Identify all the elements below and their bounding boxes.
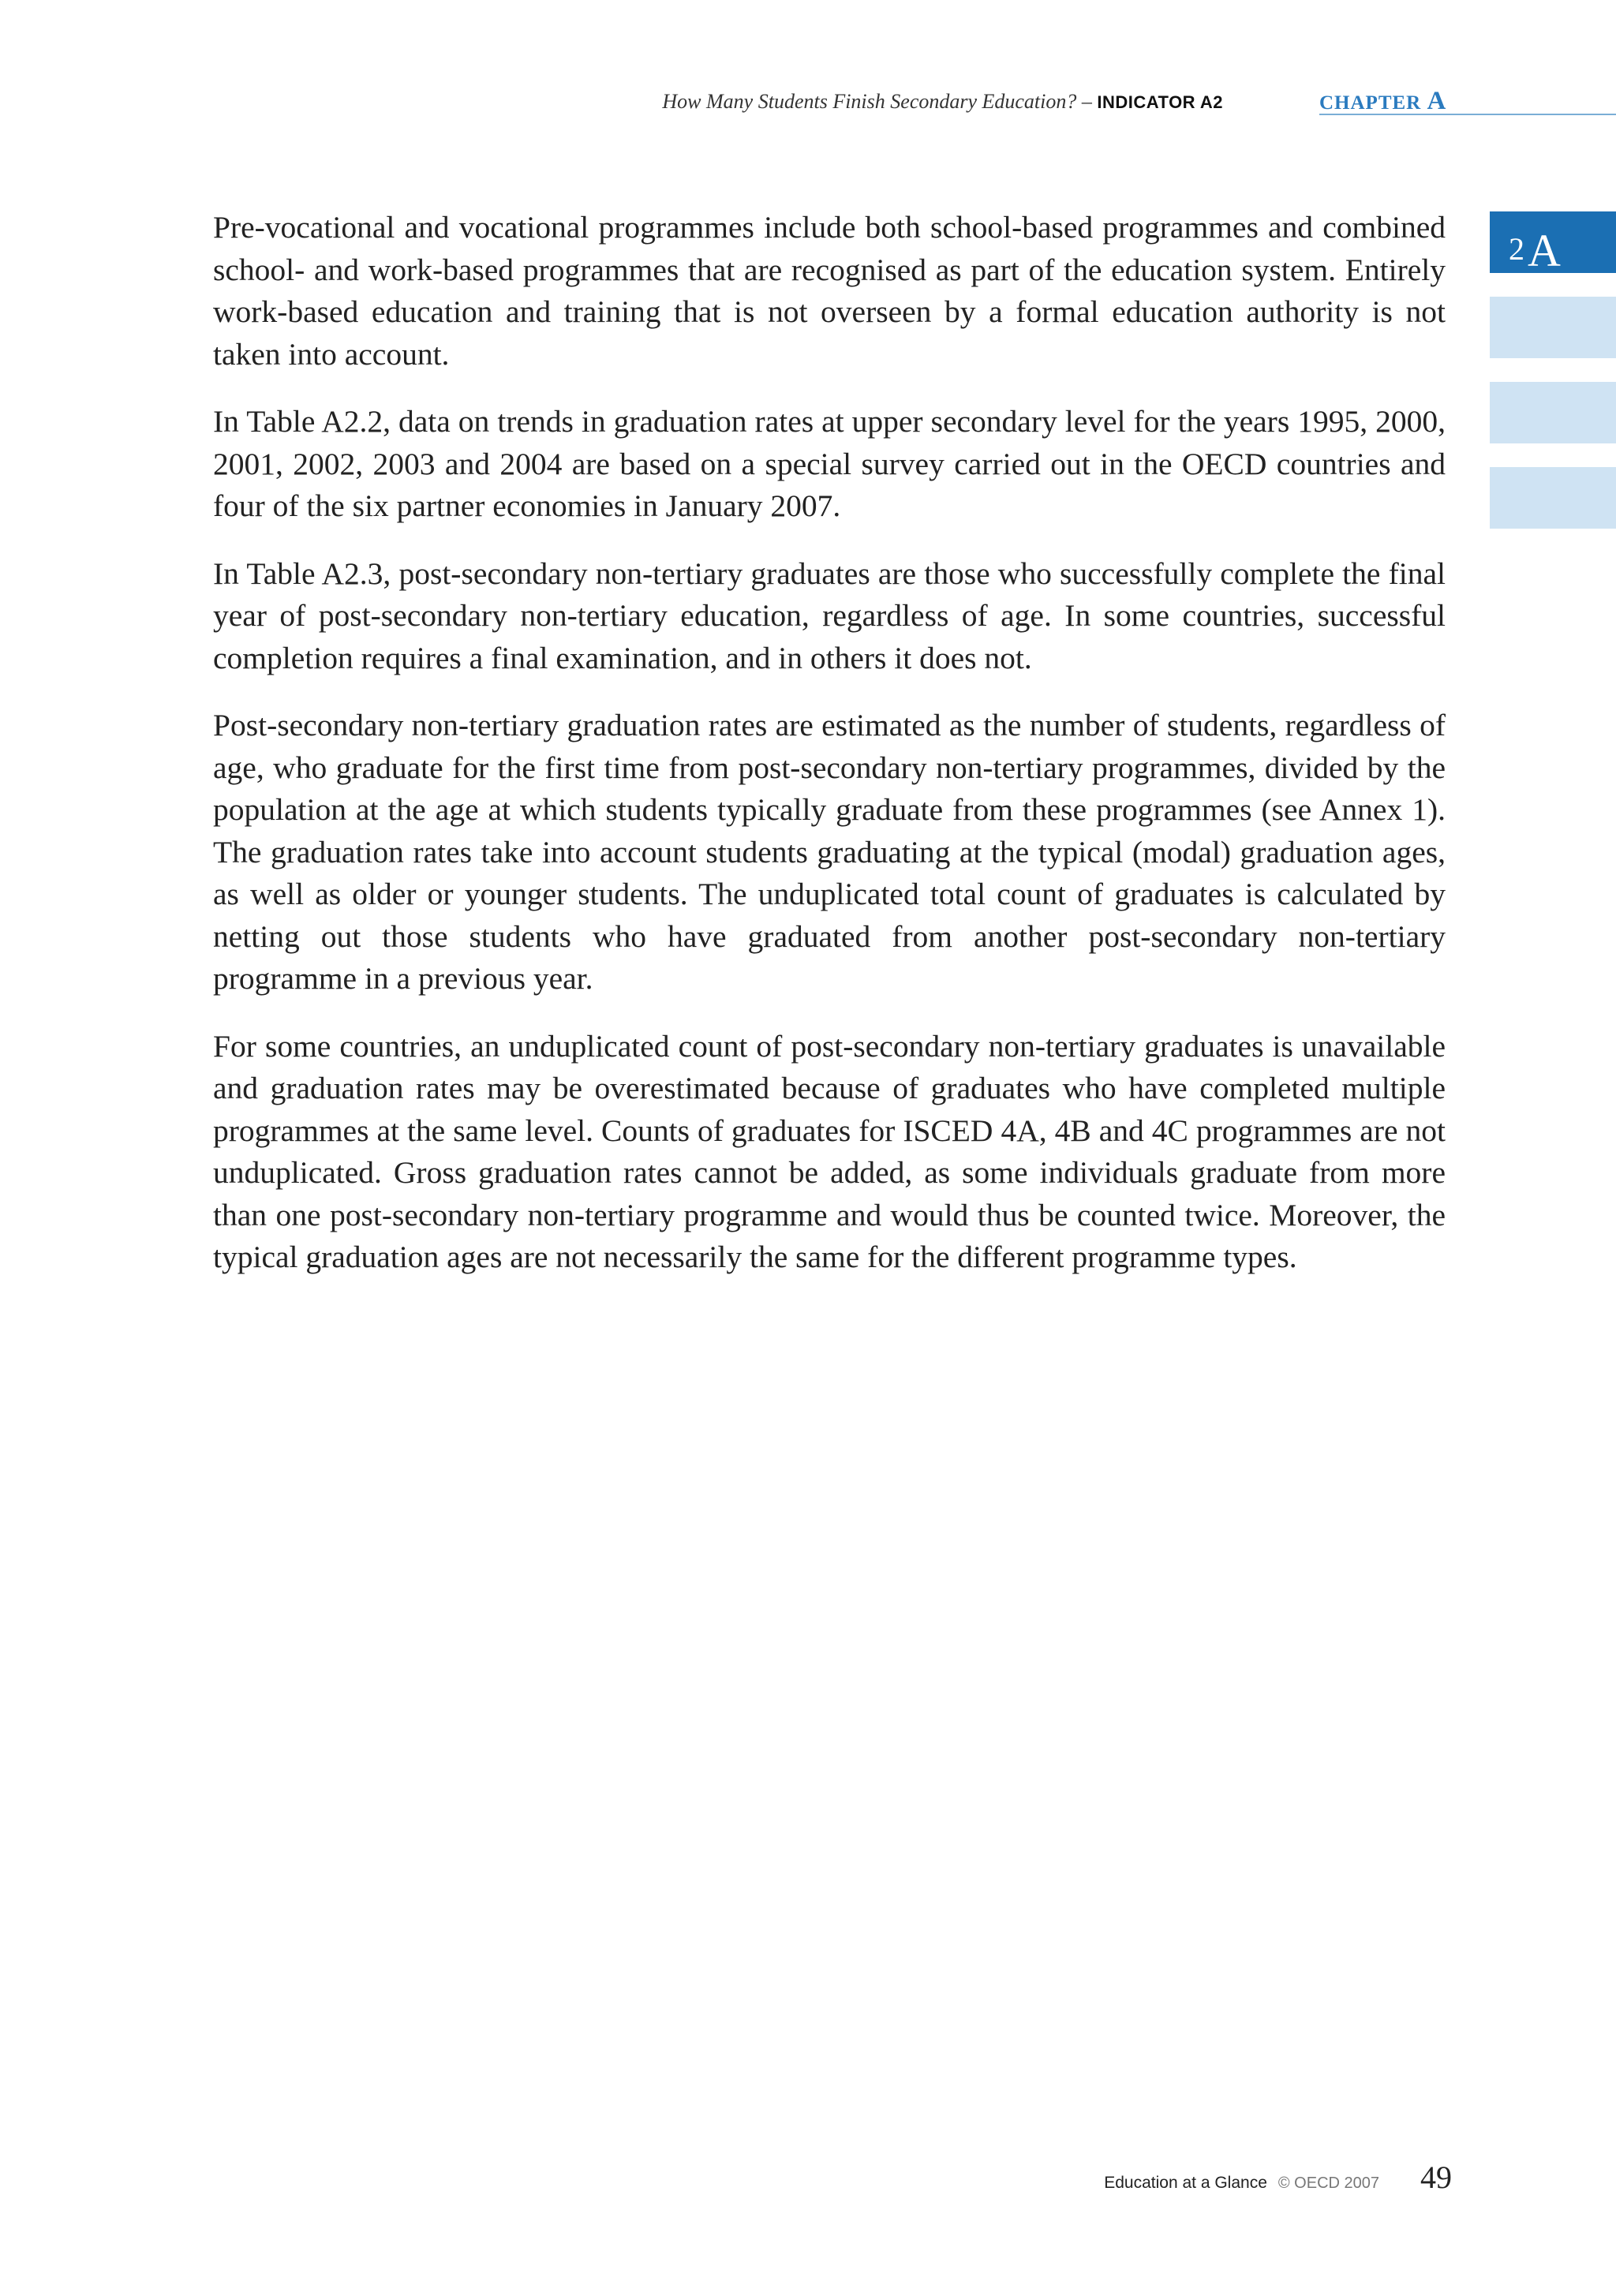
publication-title: Education at a Glance	[1104, 2174, 1267, 2192]
paragraph: Pre-vocational and vocational programmes include both school-based programmes and combined school- and work-based programmes that are recognised as part of the education system. Entirely work-based education and training that is not overseen by a formal education authority is not taken into account.	[213, 210, 1446, 372]
chapter-tab-label	[1509, 218, 1561, 276]
chapter-tab-active	[1490, 211, 1616, 276]
running-title	[662, 90, 1223, 114]
paragraph: In Table A2.2, data on trends in graduation rates at upper secondary level for the years 1995, 2000, 2001, 2002, 2003 and 2004 are based on a special survey carried out in the OECD countries and four of the six partner economies in January 2007.	[213, 404, 1446, 523]
chapter-tab-block	[1490, 467, 1616, 529]
copyright: © OECD 2007	[1277, 2174, 1379, 2192]
chapter-tab-letter: A	[1528, 225, 1561, 276]
paragraph: Post-secondary non-tertiary graduation rates are estimated as the number of students, regardless of age, who graduate for the first time from post-secondary non-tertiary programmes, divided by the population at the age at which students typically graduate from these programmes (see Annex 1). The graduation rates take into account students graduating at the typical (modal) graduation ages, as well as older or younger students. The unduplicated total count of graduates is calculated by netting out those students who have graduated from another post-secondary non-tertiary programme in a previous year.	[213, 708, 1446, 996]
body-text	[213, 207, 1446, 1304]
indicator-label: INDICATOR A2	[1097, 92, 1223, 112]
header-rule	[1319, 114, 1616, 115]
chapter-tab-block	[1490, 382, 1616, 443]
running-title-text: How Many Students Finish Secondary Education? –	[662, 90, 1092, 113]
page-footer	[947, 2159, 1452, 2198]
running-header	[552, 87, 1452, 118]
paragraph: For some countries, an unduplicated count of post-secondary non-tertiary graduates is unavailable and graduation rates may be overestimated because of graduates who have completed multiple programmes at the same level. Counts of graduates for ISCED 4A, 4B and 4C programmes are not unduplicated. Gross graduation rates cannot be added, as some individuals graduate from more than one post-secondary non-tertiary programme and would thus be counted twice. Moreover, the typical graduation ages are not necessarily the same for the different programme types.	[213, 1028, 1446, 1274]
chapter-tab-block	[1490, 297, 1616, 358]
page-number: 49	[1420, 2160, 1452, 2195]
chapter-word: CHAPTER	[1319, 92, 1422, 114]
chapter-letter: A	[1427, 87, 1447, 115]
chapter-label	[1319, 87, 1446, 116]
paragraph: In Table A2.3, post-secondary non-tertiary graduates are those who successfully complete the final year of post-secondary non-tertiary education, regardless of age. In some countries, successful completion requires a final examination, and in others it does not.	[213, 555, 1446, 675]
chapter-tab-number: 2	[1509, 231, 1524, 267]
